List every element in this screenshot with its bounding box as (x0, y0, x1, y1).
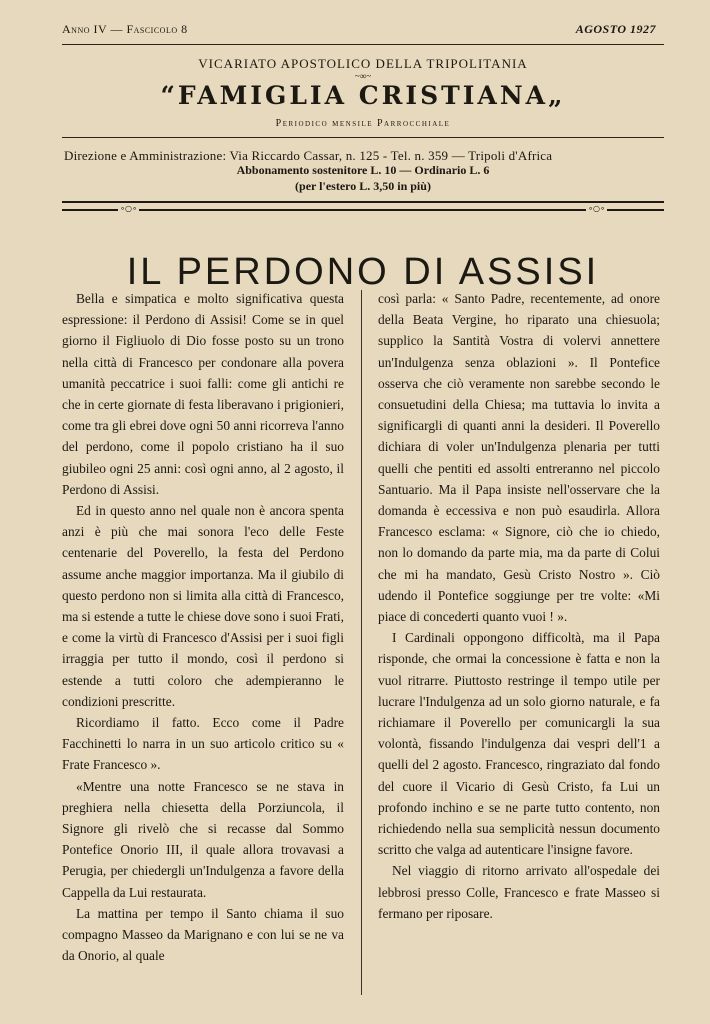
double-rule (62, 201, 664, 211)
paragraph: così parla: « Santo Padre, recentemente, ad onore della Beata Vergine, ho riparato una chiesuola; supplico la Santità Vostra di volervi annettere un'Indulgenza senza oblazioni ». Il Pontefice osserva che ciò veramente non sarebbe secondo le consuetudini della Chiesa; ma tuttavia lo invita a significargli di quanti anni la desideri. Il Poverello dichiara di voler un'Indulgenza plenaria per tutti quelli che pentiti ed assolti entreranno nel piccolo Santuario. Ma il Papa insiste nell'osservare che la domanda è eccessiva e non può esaudirla. Allora Francesco esclama: « Signore, ciò che io chiedo, non lo domando da parte mia, ma da parte di Colui che mi ha mandato, Gesù Cristo Nostro ». Ciò udendo il Pontefice soggiunge per tre volte: «Mi piace di concederti quanto vuoi ! ». (378, 291, 660, 625)
issue-number: Anno IV — Fascicolo 8 (62, 22, 188, 36)
masthead-rule (62, 137, 664, 138)
right-column (378, 288, 660, 924)
left-column (62, 288, 344, 967)
paragraph: I Cardinali oppongono difficoltà, ma il Papa risponde, che ormai la concessione è fatta e non la vuol ritrarre. Piuttosto restringe il tempo utile per lucrare l'Indulgenza ad un solo giorno naturale, e fa richiamare il Poverello per comunicargli la sua volontà, fissando l'indulgenza dai vespri dell'1 a quelli del 2 agosto. Francesco, ringraziato dal fondo del cuore il Vicario di Gesù Cristo, fa Lui un profondo inchino e se ne parte tutto contento, non richiedendo nella sua semplicità nessun documento scritto che valga ad autenticare l'insigne favore. (378, 630, 660, 858)
subscription-line: Abbonamento sostenitore L. 10 — Ordinario L. 6 (236, 163, 490, 177)
paragraph: Ed in questo anno nel quale non è ancora spenta anzi è più che mai sonora l'eco delle Feste centenarie del Poverello, la festa del Perdono assume anche maggior importanza. Ma il giubilo di questo perdono non si limita alla città di Francesco, ma si estende a tutte le chiese dove sono i suoi Frati, e come la virtù di Francesco d'Assisi per i suoi figli irraggia per tutto il mondo, così il perdono si estende a tutti coloro che adempieranno le condizioni prescritte. (62, 503, 344, 709)
top-rule (62, 44, 664, 45)
rule-ornament-left: ∘○∘ (120, 204, 137, 213)
abroad-price-line: (per l'estero L. 3,50 in più) (295, 179, 431, 193)
paragraph: Nel viaggio di ritorno arrivato all'ospedale dei lebbrosi presso Colle, Francesco e frate Masseo si fermano per riposare. (378, 863, 660, 921)
paragraph: Bella e simpatica e molto significativa questa espressione: il Perdono di Assisi! Come se in quel giorno il Figliuolo di Dio fosse posto su un trono nella città di Francesco per condonare alla povera umanità peccatrice i suoi falli: come gli antichi re che in certe giornate di festa liberavano i prigionieri, come tra gli ebrei dove ogni 50 anni ricorreva l'anno del perdono, come il popolo cristiano ha il suo giubileo ogni 25 anni: così ogni anno, al 2 agosto, il Perdono di Assisi. (62, 291, 344, 497)
article-title: IL PERDONO DI ASSISI (126, 251, 600, 294)
paragraph: Ricordiamo il fatto. Ecco come il Padre Facchinetti lo narra in un suo articolo critico su « Frate Francesco ». (62, 715, 344, 773)
vicariato-line: VICARIATO APOSTOLICO DELLA TRIPOLITANIA (198, 56, 528, 71)
ornament-divider: ~∞~ (354, 71, 372, 81)
periodical-subtitle: Periodico mensile Parrocchiale (275, 118, 451, 129)
issue-line (62, 22, 656, 37)
rule-ornament-right: ∘○∘ (588, 204, 605, 213)
column-divider (361, 290, 362, 995)
address-line: Direzione e Amministrazione: Via Riccardo Cassar, n. 125 - Tel. n. 359 — Tripoli d'Africa (64, 148, 553, 163)
paragraph: «Mentre una notte Francesco se ne stava in preghiera nella chiesetta della Porziuncola, il Signore gli rivelò che si recasse dal Sommo Pontefice Onorio III, il quale allora trovavasi a Perugia, per chiedergli un'Indulgenza a favore della Cappella da Lui restaurata. (62, 778, 344, 900)
issue-date: AGOSTO 1927 (575, 22, 656, 36)
paragraph: La mattina per tempo il Santo chiama il suo compagno Masseo da Marignano e con lui se ne va da Onorio, al quale (62, 905, 344, 964)
masthead-title: “FAMIGLIA CRISTIANA„ (160, 81, 566, 110)
